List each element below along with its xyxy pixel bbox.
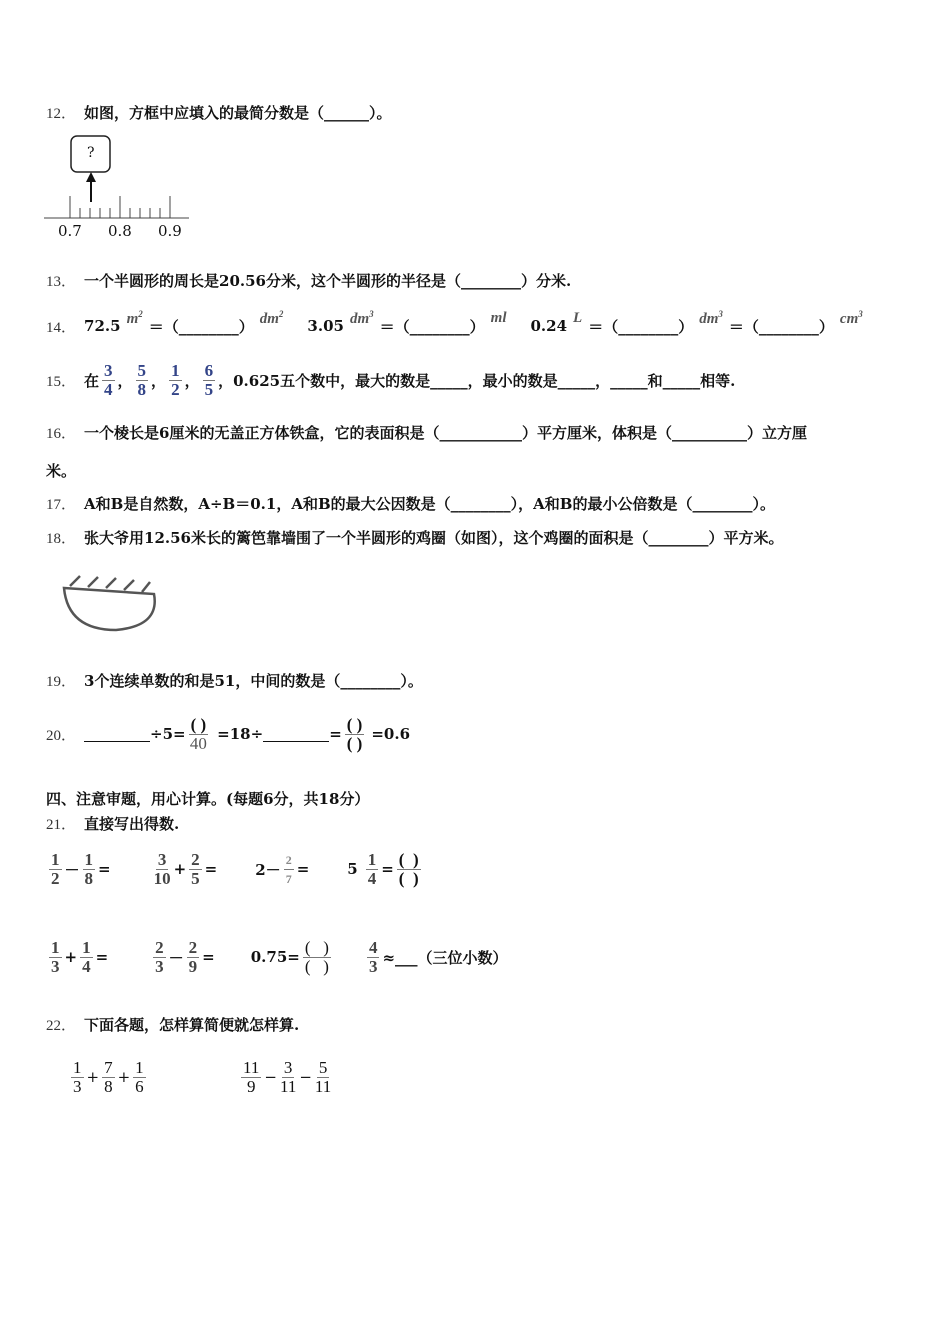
fraction: 6 5 bbox=[204, 361, 214, 399]
blank[interactable] bbox=[84, 727, 150, 742]
question-16-cont: 米。 bbox=[46, 462, 77, 480]
section-4-heading: 四、注意审题，用心计算。(每题6分，共18分） bbox=[46, 790, 370, 808]
fraction: ( ) 40 bbox=[189, 714, 207, 753]
semicircle-pen-figure bbox=[60, 568, 160, 634]
question-14: 14． 72.5 $m^2$ ＝（________） $dm^2$ 3.05 $dm^3$ ＝（________） ml 0.24 L ＝（________） $dm^3$ ＝（________） $cm^3$ bbox=[46, 308, 863, 336]
question-13: 13． 一个半圆形的周长是20.56分米，这个半圆形的半径是（________）分米. bbox=[46, 272, 572, 290]
calc-row-2: 1 3 + $\frac{1}{4}$ = 2 3 － $\frac{2}{9}$ = 0.75= ( ) ( ) $\frac{4}{3}$ ≈___（三位小数） bbox=[51, 937, 508, 976]
question-17: 17． A和B是自然数，A÷B＝0.1，A和B的最大公因数是（________），A和B的最小公倍数是（________）。 bbox=[46, 495, 775, 513]
question-19: 19． 3个连续单数的和是51，中间的数是（________）。 bbox=[46, 672, 423, 690]
question-15: 15． 在 3 4 ， 5 8 ， 1 2 ， 6 5 ， 0.625五个数中，最大的数是_____，最小的数是_____，_____和_____相等. bbox=[46, 361, 736, 399]
blank[interactable] bbox=[263, 727, 329, 742]
question-22: 22． 下面各题，怎样算简便就怎样算. bbox=[46, 1016, 300, 1034]
tick-label: 0.9 bbox=[158, 222, 182, 240]
calc-row-1: 1 2 － $\frac{1}{8}$ = 3 10 + $\frac{2}{5}$ = 2－ $\frac{2}{7}$ = 5 $\frac{1}{4}$ = ( ) ( ) bbox=[51, 849, 419, 888]
question-12: 12． 如图，方框中应填入的最简分数是（______）。 bbox=[46, 104, 392, 122]
tick-label: 0.7 bbox=[58, 222, 82, 240]
fraction: 3 4 bbox=[104, 361, 113, 399]
question-21: 21． 直接写出得数. bbox=[46, 815, 180, 833]
fraction: ( ) ( ) bbox=[346, 714, 363, 753]
question-20: 20． ÷5= ( ) 40 =18÷ = ( ) ( ) =0.6 bbox=[46, 714, 411, 753]
fraction: 5 8 bbox=[137, 361, 147, 399]
question-18: 18． 张大爷用12.56米长的篱笆靠墙围了一个半圆形的鸡圈（如图），这个鸡圈的面积是（________）平方米。 bbox=[46, 529, 784, 547]
tick-label: 0.8 bbox=[108, 222, 132, 240]
fraction: 1 2 bbox=[171, 361, 180, 399]
question-16: 16． 一个棱长是6厘米的无盖正方体铁盒，它的表面积是（___________）平方厘米，体积是（__________）立方厘 bbox=[46, 424, 807, 442]
simplify-expr-2: 11 9 − 3 11 − 5 11 bbox=[243, 1057, 332, 1096]
answer-box-label: ? bbox=[87, 145, 95, 161]
simplify-expr-1: 1 3 + 7 8 + 1 6 bbox=[73, 1057, 144, 1096]
